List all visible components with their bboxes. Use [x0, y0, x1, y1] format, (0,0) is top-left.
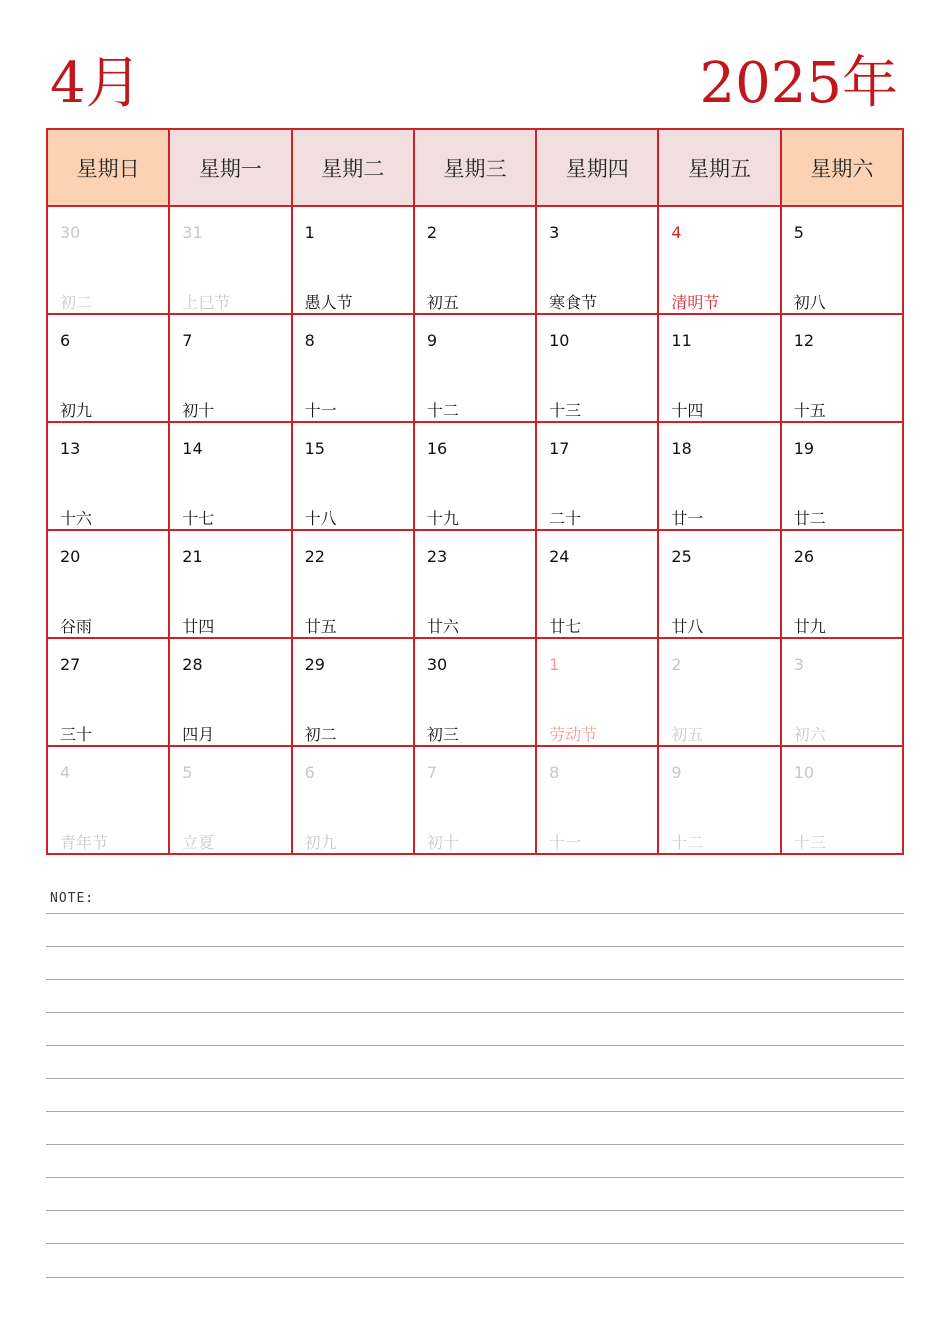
calendar-day-cell[interactable]: [658, 206, 780, 314]
day-number: 25: [671, 547, 692, 566]
calendar-day-cell[interactable]: [292, 638, 414, 746]
lunar-or-holiday-label: 初十: [426, 833, 459, 852]
day-number: 29: [304, 655, 325, 674]
calendar-day-cell[interactable]: [536, 422, 658, 530]
calendar-day-cell[interactable]: [47, 530, 169, 638]
calendar-day-cell[interactable]: [292, 746, 414, 854]
calendar-day-cell[interactable]: [169, 530, 291, 638]
calendar-day-cell[interactable]: [781, 314, 903, 422]
lunar-or-holiday-label: 劳动节: [549, 725, 598, 744]
calendar-day-cell[interactable]: [169, 206, 291, 314]
note-line: [46, 913, 904, 914]
calendar-day-cell[interactable]: [292, 530, 414, 638]
day-number: 10: [793, 763, 815, 782]
lunar-or-holiday-label: 谷雨: [60, 617, 93, 636]
day-number: 20: [60, 547, 81, 566]
calendar-day-cell[interactable]: [536, 206, 658, 314]
calendar-day-cell[interactable]: [47, 206, 169, 314]
weekday-header: 星期五: [658, 129, 780, 206]
day-number: 14: [182, 439, 203, 458]
day-number: 21: [182, 547, 203, 566]
day-number: 31: [182, 223, 203, 242]
day-number: 19: [793, 439, 815, 458]
lunar-or-holiday-label: 初九: [304, 833, 337, 852]
calendar-day-cell[interactable]: [781, 638, 903, 746]
calendar-day-cell[interactable]: [658, 746, 780, 854]
day-number: 27: [60, 655, 81, 674]
weekday-header: 星期日: [47, 129, 169, 206]
lunar-or-holiday-label: 廿八: [671, 617, 704, 636]
calendar-body: [47, 206, 903, 854]
lunar-or-holiday-label: 立夏: [182, 833, 215, 852]
day-number: 9: [671, 763, 682, 782]
note-line: [46, 1144, 904, 1145]
lunar-or-holiday-label: 愚人节: [304, 293, 353, 312]
day-number: 30: [60, 223, 81, 242]
calendar-day-cell[interactable]: [658, 530, 780, 638]
calendar-week-row: [47, 638, 903, 746]
calendar-day-cell[interactable]: [47, 422, 169, 530]
day-number: 8: [304, 331, 315, 350]
calendar-day-cell[interactable]: [414, 638, 536, 746]
lunar-or-holiday-label: 十二: [426, 401, 459, 420]
calendar-day-cell[interactable]: [47, 314, 169, 422]
note-line: [46, 1045, 904, 1046]
calendar-day-cell[interactable]: [536, 314, 658, 422]
lunar-or-holiday-label: 十六: [60, 509, 93, 528]
day-number: 23: [426, 547, 448, 566]
day-number: 1: [304, 223, 315, 242]
day-number: 11: [671, 331, 692, 350]
day-number: 8: [549, 763, 560, 782]
lunar-or-holiday-label: 初六: [793, 725, 826, 744]
lunar-or-holiday-label: 初九: [60, 401, 93, 420]
lunar-or-holiday-label: 四月: [182, 725, 215, 744]
day-number: 4: [671, 223, 682, 242]
lunar-or-holiday-label: 初八: [793, 293, 826, 312]
day-number: 1: [549, 655, 560, 674]
lunar-or-holiday-label: 十八: [304, 509, 337, 528]
lunar-or-holiday-label: 廿五: [304, 617, 337, 636]
lunar-or-holiday-label: 初五: [426, 293, 459, 312]
calendar-day-cell[interactable]: [169, 638, 291, 746]
lunar-or-holiday-label: 寒食节: [549, 293, 598, 312]
note-line: [46, 1012, 904, 1013]
lunar-or-holiday-label: 廿四: [182, 617, 215, 636]
lunar-or-holiday-label: 二十: [549, 509, 582, 528]
calendar-day-cell[interactable]: [781, 746, 903, 854]
calendar-day-cell[interactable]: [414, 422, 536, 530]
day-number: 15: [304, 439, 325, 458]
day-number: 28: [182, 655, 203, 674]
note-line: [46, 1177, 904, 1178]
day-number: 4: [60, 763, 71, 782]
calendar-day-cell[interactable]: [414, 206, 536, 314]
lunar-or-holiday-label: 上巳节: [182, 293, 231, 312]
calendar-day-cell[interactable]: [658, 422, 780, 530]
lunar-or-holiday-label: 青年节: [60, 833, 109, 852]
lunar-or-holiday-label: 十七: [182, 509, 215, 528]
lunar-or-holiday-label: 十二: [671, 833, 704, 852]
day-number: 30: [426, 655, 448, 674]
lunar-or-holiday-label: 初三: [426, 725, 459, 744]
calendar-day-cell[interactable]: [658, 314, 780, 422]
day-number: 10: [549, 331, 570, 350]
note-line: [46, 1111, 904, 1112]
weekday-header-row: [47, 129, 903, 206]
calendar-day-cell[interactable]: [536, 638, 658, 746]
day-number: 17: [549, 439, 570, 458]
calendar-day-cell[interactable]: [414, 530, 536, 638]
day-number: 2: [671, 655, 682, 674]
day-number: 7: [426, 763, 438, 782]
day-number: 3: [549, 223, 560, 242]
year-title: 2025年: [699, 51, 898, 116]
calendar-day-cell[interactable]: [536, 746, 658, 854]
calendar-day-cell[interactable]: [169, 746, 291, 854]
day-number: 16: [426, 439, 448, 458]
calendar-day-cell[interactable]: [781, 206, 903, 314]
weekday-header: 星期二: [292, 129, 414, 206]
calendar-day-cell[interactable]: [658, 638, 780, 746]
weekday-header: 星期一: [169, 129, 291, 206]
calendar-week-row: [47, 746, 903, 854]
calendar-day-cell[interactable]: [292, 206, 414, 314]
day-number: 3: [793, 655, 804, 674]
lunar-or-holiday-label: 十五: [793, 401, 826, 420]
note-line: [46, 1078, 904, 1079]
weekday-header: 星期四: [536, 129, 658, 206]
calendar-day-cell[interactable]: [292, 314, 414, 422]
lunar-or-holiday-label: 十三: [793, 833, 826, 852]
calendar-day-cell[interactable]: [781, 422, 903, 530]
note-line: [46, 1210, 904, 1211]
calendar-day-cell[interactable]: [169, 314, 291, 422]
lunar-or-holiday-label: 初二: [304, 725, 337, 744]
lunar-or-holiday-label: 十九: [426, 509, 459, 528]
lunar-or-holiday-label: 十一: [304, 401, 337, 420]
calendar-week-row: [47, 314, 903, 422]
lunar-or-holiday-label: 廿二: [793, 509, 826, 528]
day-number: 5: [793, 223, 804, 242]
weekday-header: 星期三: [414, 129, 536, 206]
calendar-week-row: [47, 206, 903, 314]
calendar-day-cell[interactable]: [47, 638, 169, 746]
calendar-day-cell[interactable]: [414, 746, 536, 854]
lunar-or-holiday-label: 十三: [549, 401, 582, 420]
note-line: [46, 1243, 904, 1244]
month-title: 4月: [50, 51, 142, 116]
calendar-week-row: [47, 422, 903, 530]
lunar-or-holiday-label: 十一: [549, 833, 582, 852]
calendar-day-cell[interactable]: [169, 422, 291, 530]
calendar-day-cell[interactable]: [414, 314, 536, 422]
lunar-or-holiday-label: 清明节: [671, 293, 720, 312]
calendar-day-cell[interactable]: [47, 746, 169, 854]
day-number: 12: [793, 331, 815, 350]
day-number: 13: [60, 439, 81, 458]
calendar-grid: [46, 128, 904, 855]
day-number: 2: [426, 223, 438, 242]
calendar-day-cell[interactable]: [781, 530, 903, 638]
note-line: [46, 946, 904, 947]
note-line: [46, 979, 904, 980]
day-number: 5: [182, 763, 193, 782]
lunar-or-holiday-label: 三十: [60, 725, 93, 744]
lunar-or-holiday-label: 廿一: [671, 509, 704, 528]
note-label: NOTE:: [50, 891, 95, 906]
lunar-or-holiday-label: 廿九: [793, 617, 826, 636]
day-number: 7: [182, 331, 193, 350]
day-number: 9: [426, 331, 438, 350]
calendar-day-cell[interactable]: [292, 422, 414, 530]
calendar-week-row: [47, 530, 903, 638]
lunar-or-holiday-label: 初五: [671, 725, 704, 744]
lunar-or-holiday-label: 初二: [60, 293, 93, 312]
calendar-day-cell[interactable]: [536, 530, 658, 638]
weekday-header: 星期六: [781, 129, 903, 206]
day-number: 24: [549, 547, 570, 566]
day-number: 6: [60, 331, 71, 350]
day-number: 18: [671, 439, 692, 458]
day-number: 22: [304, 547, 325, 566]
note-line: [46, 1277, 904, 1278]
lunar-or-holiday-label: 初十: [182, 401, 215, 420]
day-number: 26: [793, 547, 815, 566]
lunar-or-holiday-label: 十四: [671, 401, 704, 420]
lunar-or-holiday-label: 廿七: [549, 617, 582, 636]
lunar-or-holiday-label: 廿六: [426, 617, 459, 636]
day-number: 6: [304, 763, 315, 782]
